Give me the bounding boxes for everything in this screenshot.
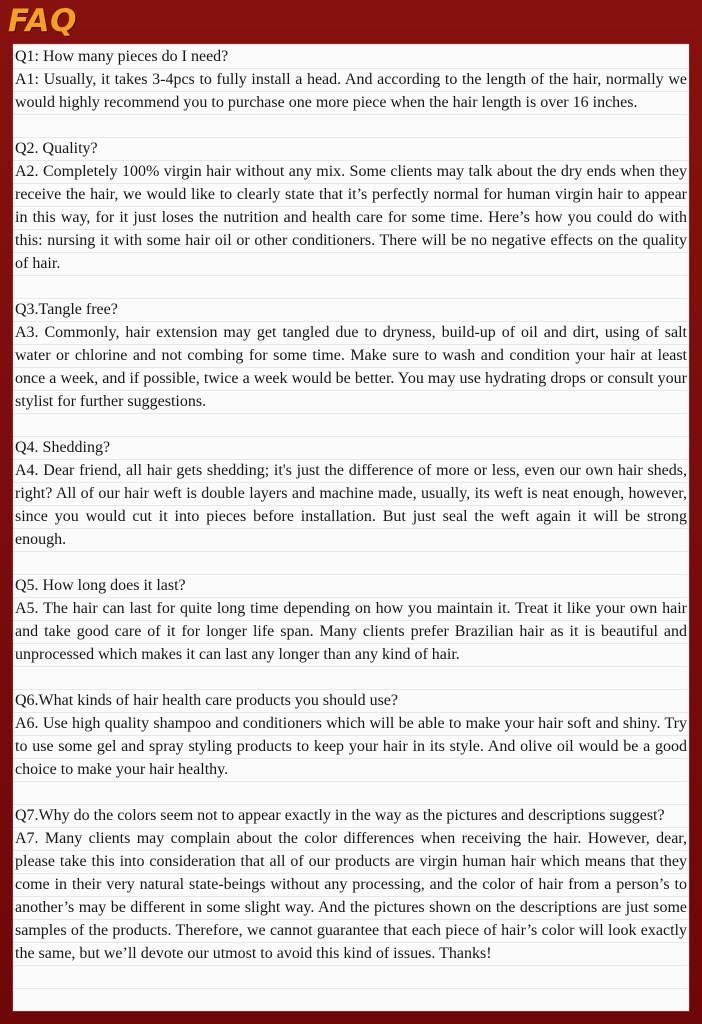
faq-answer: A1: Usually, it takes 3-4pcs to fully install a head. And according to the length of the hair, normally we would highly recommend you to purchase one more piece when the hair length is over 16 inches. bbox=[15, 71, 687, 111]
faq-answer: A5. The hair can last for quite long time depending on how you maintain it. Treat it like your own hair and take good care of it for longer life span. Many clients prefer Brazilian hair as it is beautiful and unprocessed which makes it can last any longer than any kind of hair. bbox=[15, 600, 687, 663]
page-title: FAQ bbox=[8, 3, 78, 39]
faq-question: Q4. Shedding? bbox=[15, 439, 111, 456]
faq-question: Q1: How many pieces do I need? bbox=[15, 48, 229, 65]
faq-item-6 bbox=[15, 689, 687, 781]
faq-item-2 bbox=[15, 137, 687, 275]
faq-answer: A4. Dear friend, all hair gets shedding; it's just the difference of more or less, even our own hair sheds, right? All of our hair weft is double layers and machine made, usually, its weft is neat enough, however, since you would cut it into pieces before installation. But just seal the weft again it will be strong enough. bbox=[15, 462, 687, 548]
faq-item-3 bbox=[15, 298, 687, 413]
faq-item-4 bbox=[15, 436, 687, 551]
faq-answer: A7. Many clients may complain about the color differences when receiving the hair. However, dear, please take this into consideration that all of our products are virgin human hair which means that they come in their very natural state-beings without any processing, and the color of hair from a person’s to another’s may be different in some slight way. And the pictures shown on the descriptions are just some samples of the products. Therefore, we cannot guarantee that each piece of hair’s color will look exactly the same, but we’ll devote our utmost to avoid this kind of issues. Thanks! bbox=[15, 830, 687, 962]
faq-item-7 bbox=[15, 804, 687, 965]
faq-question: Q7.Why do the colors seem not to appear exactly in the way as the pictures and descriptions suggest? bbox=[15, 807, 665, 824]
faq-item-5 bbox=[15, 574, 687, 666]
faq-question: Q2. Quality? bbox=[15, 140, 98, 157]
faq-item-1 bbox=[15, 45, 687, 114]
faq-answer: A2. Completely 100% virgin hair without any mix. Some clients may talk about the dry ends when they receive the hair, we would like to clearly state that it’s perfectly normal for human virgin hair to appear in this way, for it just loses the nutrition and health care for some time. Here’s how you could do with this: nursing it with some hair oil or other conditioners. There will be no negative effects on the quality of hair. bbox=[15, 163, 687, 272]
faq-answer: A3. Commonly, hair extension may get tangled due to dryness, build-up of oil and dirt, using of salt water or chlorine and not combing for some time. Make sure to wash and condition your hair at least once a week, and if possible, twice a week would be better. You may use hydrating drops or consult your stylist for further suggestions. bbox=[15, 324, 687, 410]
faq-question: Q5. How long does it last? bbox=[15, 577, 186, 594]
faq-panel bbox=[12, 43, 690, 1012]
faq-list bbox=[13, 44, 689, 965]
faq-question: Q6.What kinds of hair health care products you should use? bbox=[15, 692, 399, 709]
faq-question: Q3.Tangle free? bbox=[15, 301, 118, 318]
faq-answer: A6. Use high quality shampoo and conditioners which will be able to make your hair soft and shiny. Try to use some gel and spray styling products to keep your hair in its style. And olive oil would be a good choice to make your hair healthy. bbox=[15, 715, 687, 778]
